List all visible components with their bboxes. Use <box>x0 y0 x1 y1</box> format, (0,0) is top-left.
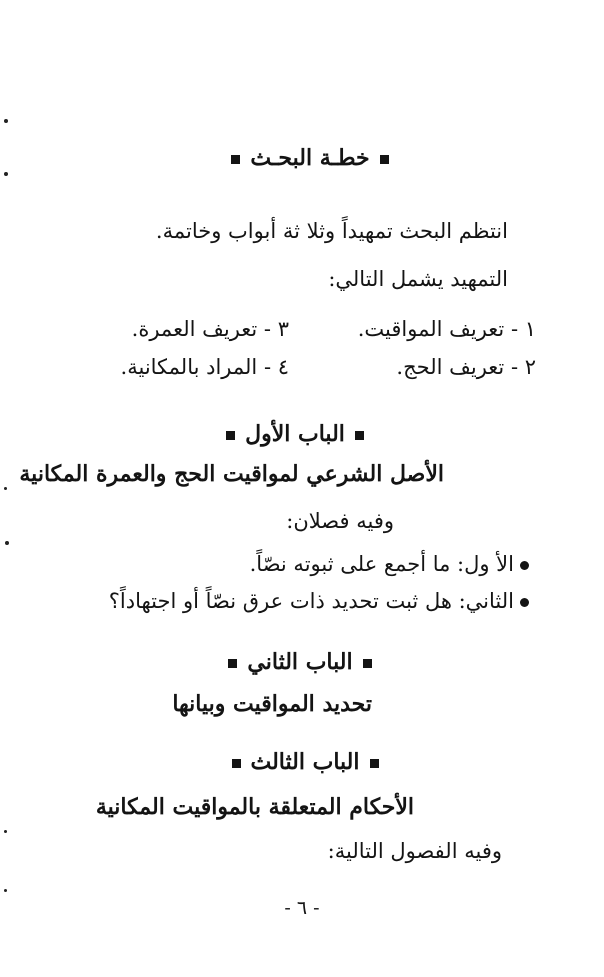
square-bullet-icon <box>231 155 240 164</box>
part3-heading <box>210 750 400 774</box>
margin-speck <box>4 830 7 833</box>
list-item: ٣ - تعريف العمرة. <box>131 317 289 341</box>
square-bullet-icon <box>232 759 241 768</box>
part2-heading <box>205 650 395 674</box>
margin-speck <box>4 172 8 176</box>
part1-subtitle: الأصل الشرعي لمواقيت الحج والعمرة المكانية <box>19 461 444 487</box>
part3-subtitle: الأحكام المتعلقة بالمواقيت المكانية <box>95 794 414 820</box>
square-bullet-icon <box>363 659 372 668</box>
part3-title: الباب الثالث <box>250 749 360 775</box>
margin-speck <box>5 541 9 545</box>
list-item: ٤ - المراد بالمكانية. <box>120 355 289 379</box>
part3-intro: وفيه الفصول التالية: <box>327 839 502 863</box>
plan-heading <box>220 146 400 170</box>
bullet-dot-icon <box>520 561 529 570</box>
page-number: - ٦ - <box>284 897 320 919</box>
square-bullet-icon <box>228 659 237 668</box>
part2-subtitle: تحديد المواقيت وبيانها <box>172 691 372 717</box>
margin-speck <box>4 487 7 490</box>
square-bullet-icon <box>226 431 235 440</box>
part1-title: الباب الأول <box>245 421 345 447</box>
margin-speck <box>4 889 7 892</box>
bullet-item: الثاني: هل ثبت تحديد ذات عرق نصّاً أو اجتهاداً؟ <box>109 590 529 613</box>
preface-label: التمهيد يشمل التالي: <box>328 267 508 291</box>
bullet-dot-icon <box>520 598 529 607</box>
square-bullet-icon <box>370 759 379 768</box>
part1-intro: وفيه فصلان: <box>286 509 394 533</box>
plan-title: خطـة البحـث <box>250 145 370 171</box>
bullet-item: الأ ول: ما أجمع على ثبوته نصّاً. <box>250 553 529 576</box>
margin-speck <box>4 119 8 123</box>
square-bullet-icon <box>355 431 364 440</box>
list-item: ١ - تعريف المواقيت. <box>357 317 536 341</box>
part2-title: الباب الثاني <box>247 649 353 675</box>
square-bullet-icon <box>380 155 389 164</box>
list-item: ٢ - تعريف الحج. <box>396 355 536 379</box>
intro-paragraph: انتظم البحث تمهيداً وثلا ثة أبواب وخاتمة. <box>155 219 508 243</box>
part1-heading <box>205 422 385 446</box>
